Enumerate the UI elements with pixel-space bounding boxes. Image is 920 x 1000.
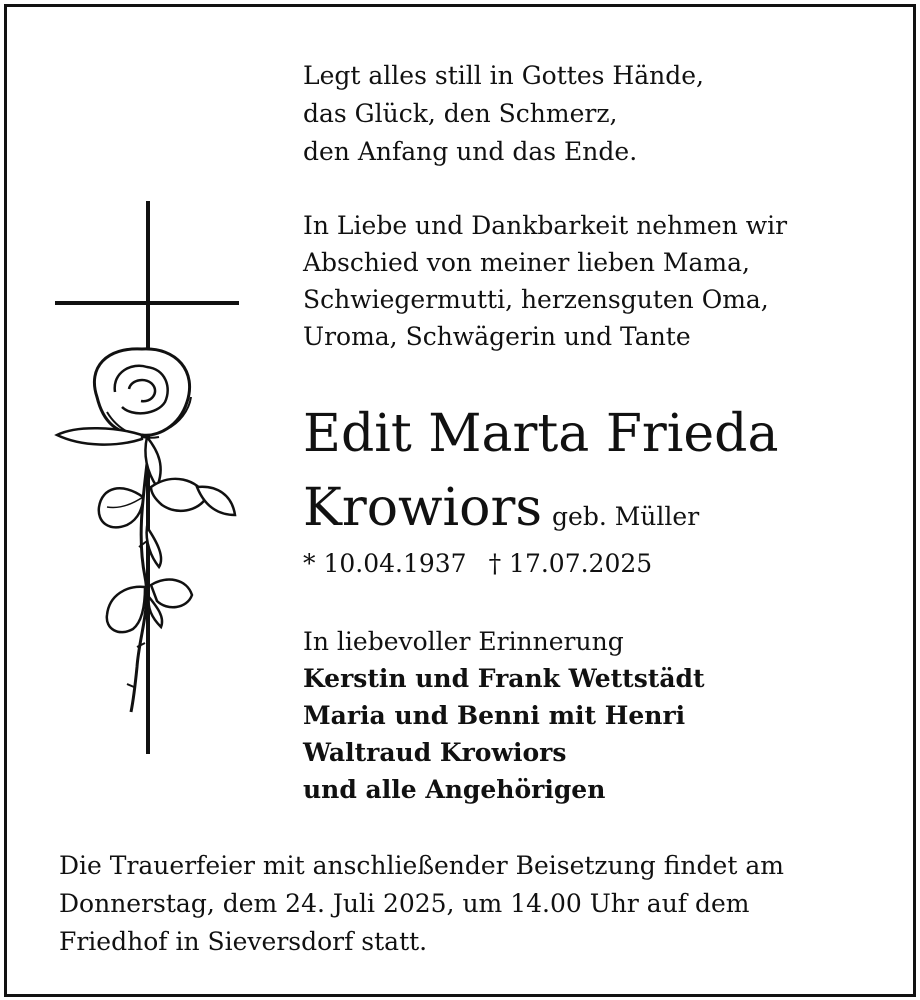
mourner-line: und alle Angehörigen (303, 775, 606, 804)
remembrance-heading: In liebevoller Erinnerung (303, 627, 624, 656)
ceremony-line: Die Trauerfeier mit anschließender Beisetzung findet am (59, 851, 784, 880)
life-dates (303, 545, 652, 583)
intro-text (303, 207, 787, 355)
maiden-name: geb. Müller (552, 502, 700, 531)
intro-line: In Liebe und Dankbarkeit nehmen wir (303, 211, 788, 240)
remembrance (303, 623, 705, 808)
mourner-line: Kerstin und Frank Wettstädt (303, 664, 705, 693)
poem-line: Legt alles still in Gottes Hände, (303, 61, 704, 90)
death-date: † 17.07.2025 (488, 549, 653, 578)
intro-line: Schwiegermutti, herzensguten Oma, (303, 285, 769, 314)
mourner-line: Waltraud Krowiors (303, 738, 567, 767)
first-names: Edit Marta Frieda (303, 404, 779, 464)
mourner-line: Maria und Benni mit Henri (303, 701, 686, 730)
poem-line: das Glück, den Schmerz, (303, 99, 618, 128)
cross-with-rose-icon (47, 197, 247, 762)
poem (303, 57, 704, 171)
surname-line (303, 471, 778, 554)
intro-line: Uroma, Schwägerin und Tante (303, 322, 691, 351)
intro-line: Abschied von meiner lieben Mama, (303, 248, 750, 277)
obituary-notice (4, 4, 916, 997)
ceremony-info (59, 847, 784, 961)
ceremony-line: Donnerstag, dem 24. Juli 2025, um 14.00 Uhr auf dem (59, 889, 750, 918)
ceremony-line: Friedhof in Sieversdorf statt. (59, 927, 428, 956)
surname: Krowiors (303, 478, 543, 538)
deceased-name (303, 397, 778, 554)
poem-line: den Anfang und das Ende. (303, 137, 638, 166)
birth-date: * 10.04.1937 (303, 549, 467, 578)
